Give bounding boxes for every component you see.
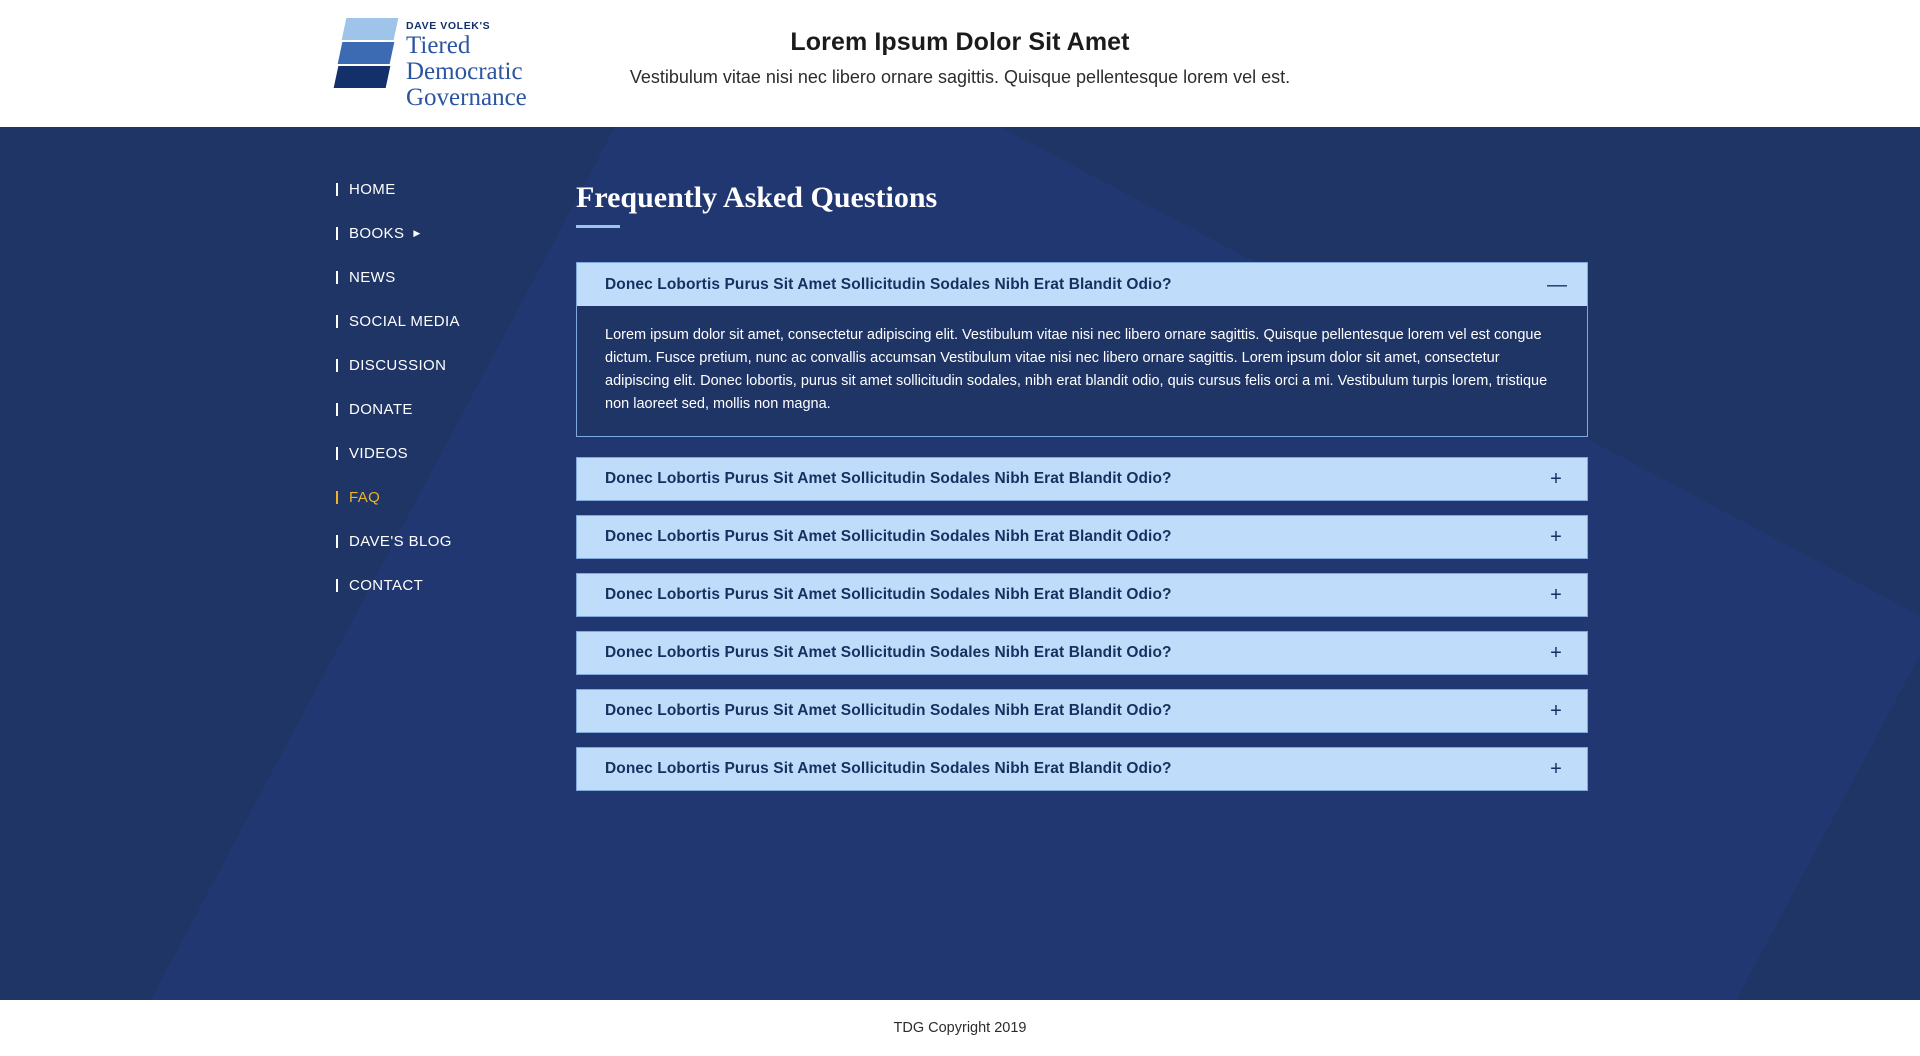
sidebar-item-marker bbox=[336, 227, 338, 240]
faq-item bbox=[576, 515, 1588, 559]
plus-icon[interactable]: + bbox=[1550, 468, 1562, 490]
sidebar-item-home[interactable] bbox=[336, 181, 576, 198]
sidebar-item-label: VIDEOS bbox=[349, 445, 409, 462]
sidebar-item-label: HOME bbox=[349, 181, 396, 198]
plus-icon[interactable]: + bbox=[1550, 700, 1562, 722]
faq-question-header[interactable] bbox=[576, 631, 1588, 675]
sidebar-item-marker bbox=[336, 579, 338, 592]
plus-icon[interactable]: + bbox=[1550, 758, 1562, 780]
page-title: Frequently Asked Questions bbox=[576, 181, 938, 214]
sidebar-nav bbox=[336, 181, 576, 805]
sidebar-item-label: FAQ bbox=[349, 489, 381, 506]
plus-icon[interactable]: + bbox=[1550, 584, 1562, 606]
minus-icon[interactable]: — bbox=[1547, 273, 1567, 296]
sidebar-item-contact[interactable] bbox=[336, 577, 576, 594]
faq-accordion bbox=[576, 262, 1588, 791]
sidebar-item-faq[interactable] bbox=[336, 489, 576, 506]
faq-question-text: Donec Lobortis Purus Sit Amet Sollicitudin Sodales Nibh Erat Blandit Odio? bbox=[605, 586, 1172, 603]
sidebar-item-news[interactable] bbox=[336, 269, 576, 286]
sidebar-item-videos[interactable] bbox=[336, 445, 576, 462]
faq-item bbox=[576, 747, 1588, 791]
logo-line-3: Governance bbox=[406, 84, 527, 111]
faq-question-text: Donec Lobortis Purus Sit Amet Sollicitudin Sodales Nibh Erat Blandit Odio? bbox=[605, 644, 1172, 661]
site-footer bbox=[0, 1000, 1920, 1056]
title-underline bbox=[576, 225, 620, 228]
sidebar-item-marker bbox=[336, 447, 338, 460]
main-content bbox=[576, 181, 1588, 805]
faq-item bbox=[576, 262, 1588, 437]
page-heading: Lorem Ipsum Dolor Sit Amet bbox=[790, 28, 1130, 56]
faq-item bbox=[576, 631, 1588, 675]
sidebar-item-label: BOOKS bbox=[349, 225, 405, 242]
content-area bbox=[0, 127, 1920, 805]
sidebar-item-discussion[interactable] bbox=[336, 357, 576, 374]
page-subheading: Vestibulum vitae nisi nec libero ornare sagittis. Quisque pellentesque lorem vel est. bbox=[629, 67, 1291, 87]
logo-kicker: DAVE VOLEK'S bbox=[406, 20, 491, 32]
sidebar-item-label: NEWS bbox=[349, 269, 396, 286]
faq-answer-text: Lorem ipsum dolor sit amet, consectetur adipiscing elit. Vestibulum vitae nisi nec libero ornare sagittis. Quisque pellentesque lorem vel est congue dictum. Fusce pretium, nunc ac convallis accumsan Vestibulum vitae nisi nec libero ornare sagittis. Lorem ipsum dolor sit amet, consectetur adipiscing elit. Donec lobortis, purus sit amet sollicitudin sodales, nibh erat blandit odio, quis cursus felis orci a mi. Vestibulum turpis lorem, tristique non laoreet sed, mollis non magna. bbox=[605, 327, 1548, 412]
faq-item bbox=[576, 689, 1588, 733]
faq-question-text: Donec Lobortis Purus Sit Amet Sollicitudin Sodales Nibh Erat Blandit Odio? bbox=[605, 275, 1172, 293]
faq-question-header[interactable] bbox=[576, 747, 1588, 791]
footer-copyright: TDG Copyright 2019 bbox=[893, 1020, 1027, 1036]
faq-question-header[interactable] bbox=[576, 689, 1588, 733]
sidebar-item-marker bbox=[336, 315, 338, 328]
chevron-right-icon[interactable]: ▶ bbox=[413, 228, 421, 238]
page-body bbox=[0, 127, 1920, 1000]
site-header bbox=[0, 0, 1920, 127]
faq-item bbox=[576, 573, 1588, 617]
sidebar-item-label: SOCIAL MEDIA bbox=[349, 313, 460, 330]
sidebar-item-label: CONTACT bbox=[349, 577, 424, 594]
sidebar-item-marker bbox=[336, 271, 338, 284]
logo-line-2: Democratic bbox=[406, 58, 523, 85]
faq-question-header[interactable] bbox=[576, 515, 1588, 559]
sidebar-item-social-media[interactable] bbox=[336, 313, 576, 330]
sidebar-item-marker bbox=[336, 535, 338, 548]
faq-answer-panel bbox=[576, 306, 1588, 437]
faq-question-header[interactable] bbox=[576, 573, 1588, 617]
faq-question-text: Donec Lobortis Purus Sit Amet Sollicitudin Sodales Nibh Erat Blandit Odio? bbox=[605, 528, 1172, 545]
faq-item bbox=[576, 457, 1588, 501]
plus-icon[interactable]: + bbox=[1550, 526, 1562, 548]
sidebar-item-label: DONATE bbox=[349, 401, 413, 418]
faq-question-header[interactable] bbox=[576, 457, 1588, 501]
sidebar-item-label: DAVE'S BLOG bbox=[349, 533, 452, 550]
sidebar-item-marker bbox=[336, 491, 338, 504]
faq-question-header[interactable] bbox=[576, 262, 1588, 306]
faq-question-text: Donec Lobortis Purus Sit Amet Sollicitudin Sodales Nibh Erat Blandit Odio? bbox=[605, 702, 1172, 719]
faq-question-text: Donec Lobortis Purus Sit Amet Sollicitudin Sodales Nibh Erat Blandit Odio? bbox=[605, 760, 1172, 777]
faq-question-text: Donec Lobortis Purus Sit Amet Sollicitudin Sodales Nibh Erat Blandit Odio? bbox=[605, 470, 1172, 487]
sidebar-item-marker bbox=[336, 183, 338, 196]
logo-line-1: Tiered bbox=[406, 32, 471, 59]
sidebar-item-marker bbox=[336, 359, 338, 372]
sidebar-item-label: DISCUSSION bbox=[349, 357, 447, 374]
header-center bbox=[0, 28, 1920, 88]
plus-icon[interactable]: + bbox=[1550, 642, 1562, 664]
sidebar-item-marker bbox=[336, 403, 338, 416]
sidebar-item-donate[interactable] bbox=[336, 401, 576, 418]
sidebar-item-dave-s-blog[interactable] bbox=[336, 533, 576, 550]
sidebar-item-books[interactable] bbox=[336, 225, 576, 242]
